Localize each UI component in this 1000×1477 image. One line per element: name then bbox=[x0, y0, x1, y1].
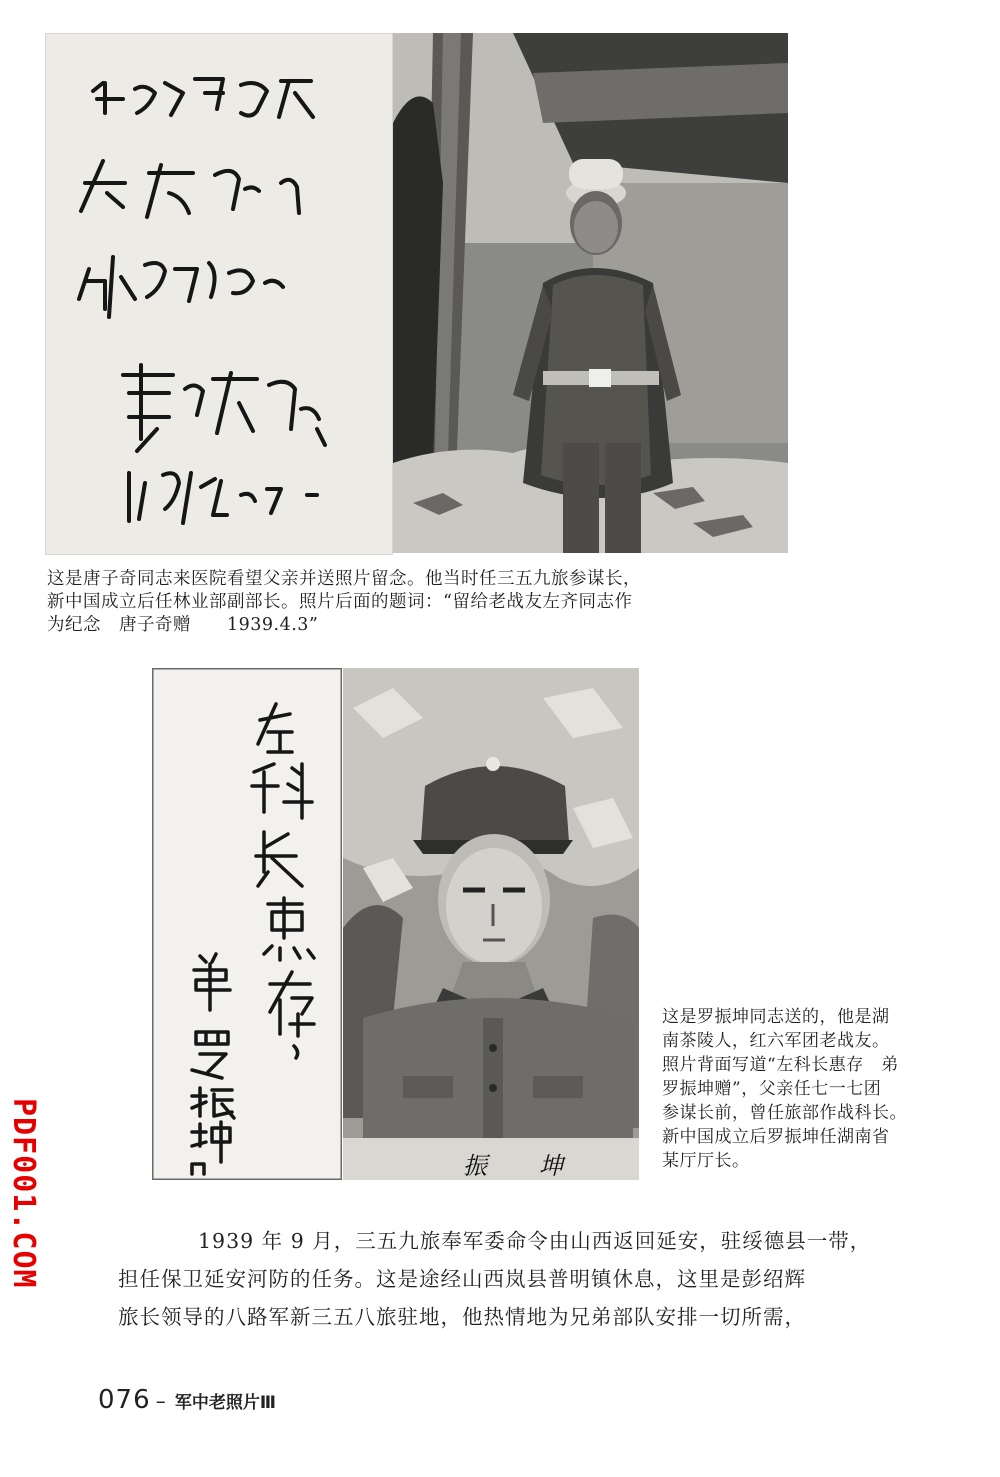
photo-caption-2 bbox=[662, 1005, 962, 1173]
caption-line: 新中国成立后罗振坤任湖南省 bbox=[662, 1127, 890, 1147]
body-line: 旅长领导的八路军新三五八旅驻地，他热情地为兄弟部队安排一切所需， bbox=[118, 1305, 806, 1329]
portrait-photo-luo-zhenkun bbox=[343, 668, 639, 1180]
inscription-card-1-background bbox=[45, 33, 393, 555]
watermark-text: PDF001.COM bbox=[6, 1098, 41, 1289]
page-footer bbox=[98, 1385, 276, 1415]
portrait-photo-1-image bbox=[393, 33, 788, 553]
page-number: 076 bbox=[98, 1385, 151, 1415]
portrait-photo-tang-ziqi bbox=[393, 33, 788, 553]
caption-line: 照片背面写道“左科长惠存 弟 bbox=[662, 1055, 899, 1075]
book-title: 军中老照片Ⅲ bbox=[174, 1393, 276, 1413]
inscription-card-2 bbox=[152, 668, 342, 1180]
caption-line: 这是罗振坤同志送的，他是湖 bbox=[662, 1007, 890, 1027]
photo-caption-1 bbox=[47, 568, 787, 637]
body-line: 1939 年 9 月，三五九旅奉军委命令由山西返回延安，驻绥德县一带， bbox=[198, 1229, 872, 1253]
portrait-photo-2-image bbox=[343, 668, 639, 1180]
inscription-card-1 bbox=[45, 33, 393, 555]
site-watermark bbox=[6, 1098, 56, 1289]
body-line: 担任保卫延安河防的任务。这是途经山西岚县普明镇休息，这里是彭绍辉 bbox=[118, 1267, 806, 1291]
caption-line: 为纪念 唐子奇赠 1939.4.3” bbox=[47, 615, 319, 635]
footer-separator: – bbox=[155, 1389, 166, 1413]
inscription-card-2-background bbox=[152, 668, 342, 1180]
caption-line: 参谋长前，曾任旅部作战科长。 bbox=[662, 1103, 907, 1123]
caption-line: 南茶陵人，红六军团老战友。 bbox=[662, 1031, 890, 1051]
photo-signature-label: 振 坤 bbox=[463, 1152, 577, 1180]
body-paragraph bbox=[118, 1222, 963, 1336]
caption-line: 某厅厅长。 bbox=[662, 1151, 750, 1171]
caption-line: 新中国成立后任林业部副部长。照片后面的题词：“留给老战友左齐同志作 bbox=[47, 592, 633, 612]
caption-line: 这是唐子奇同志来医院看望父亲并送照片留念。他当时任三五九旅参谋长， bbox=[47, 569, 641, 589]
caption-line: 罗振坤赠”，父亲任七一七团 bbox=[662, 1079, 882, 1099]
